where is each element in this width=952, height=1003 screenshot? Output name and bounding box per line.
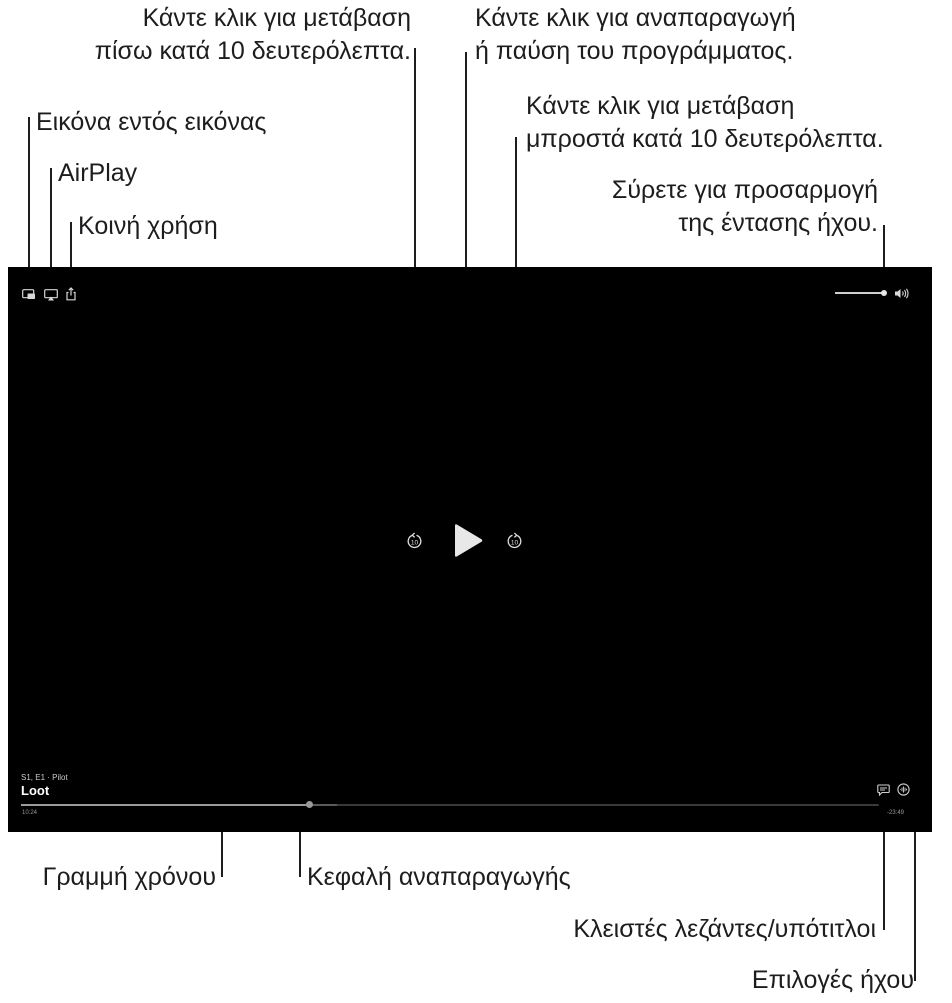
pip-icon[interactable] <box>22 289 36 300</box>
callout-back-10-line2: πίσω κατά 10 δευτερόλεπτα. <box>94 37 411 65</box>
share-icon[interactable] <box>65 287 77 301</box>
show-title: Loot <box>21 783 50 798</box>
callout-play-pause <box>475 2 796 68</box>
callout-playhead: Κεφαλή αναπαραγωγής <box>307 863 571 891</box>
callout-forward-10-line1: Κάντε κλικ για μετάβαση <box>526 92 795 120</box>
callout-volume-line1: Σύρετε για προσαρμογή <box>611 176 878 204</box>
callout-forward-10 <box>526 90 884 156</box>
callout-airplay: AirPlay <box>58 159 138 187</box>
callout-back-10 <box>95 2 411 68</box>
callout-audio-options: Επιλογές ήχου <box>751 966 914 994</box>
callout-play-pause-line1: Κάντε κλικ για αναπαραγωγή <box>475 4 796 32</box>
captions-icon[interactable] <box>877 784 890 796</box>
callout-back-10-line1: Κάντε κλικ για μετάβαση <box>142 4 411 32</box>
play-icon[interactable] <box>452 523 484 559</box>
timeline-buffer <box>313 804 337 806</box>
video-player <box>8 267 932 832</box>
forward-10-icon[interactable] <box>506 532 523 550</box>
callout-forward-10-line2: μπροστά κατά 10 δευτερόλεπτα. <box>526 125 884 153</box>
callout-captions: Κλειστές λεζάντες/υπότιτλοι <box>573 915 876 943</box>
back-10-label: 10 <box>410 539 419 547</box>
forward-10-label: 10 <box>510 539 519 547</box>
leader-pip <box>28 117 30 287</box>
volume-knob[interactable] <box>881 290 887 296</box>
airplay-icon[interactable] <box>44 289 58 301</box>
elapsed-time: 10:24 <box>22 810 38 816</box>
volume-icon[interactable] <box>894 288 910 299</box>
callout-share: Κοινή χρήση <box>78 212 218 240</box>
audio-options-icon[interactable] <box>897 783 910 796</box>
back-10-icon[interactable] <box>406 532 423 550</box>
callout-pip: Εικόνα εντός εικόνας <box>36 108 267 136</box>
volume-slider[interactable] <box>835 292 884 294</box>
timeline[interactable] <box>21 804 879 806</box>
callout-timeline: Γραμμή χρόνου <box>42 863 216 891</box>
episode-label: S1, E1 · Pilot <box>21 773 68 782</box>
callout-play-pause-line2: ή παύση του προγράμματος. <box>475 37 794 65</box>
timeline-progress <box>21 804 309 806</box>
callout-volume <box>612 174 878 240</box>
callout-volume-line2: της έντασης ήχου. <box>678 209 878 237</box>
remaining-time: -23:49 <box>887 810 905 816</box>
playhead[interactable] <box>306 801 313 808</box>
